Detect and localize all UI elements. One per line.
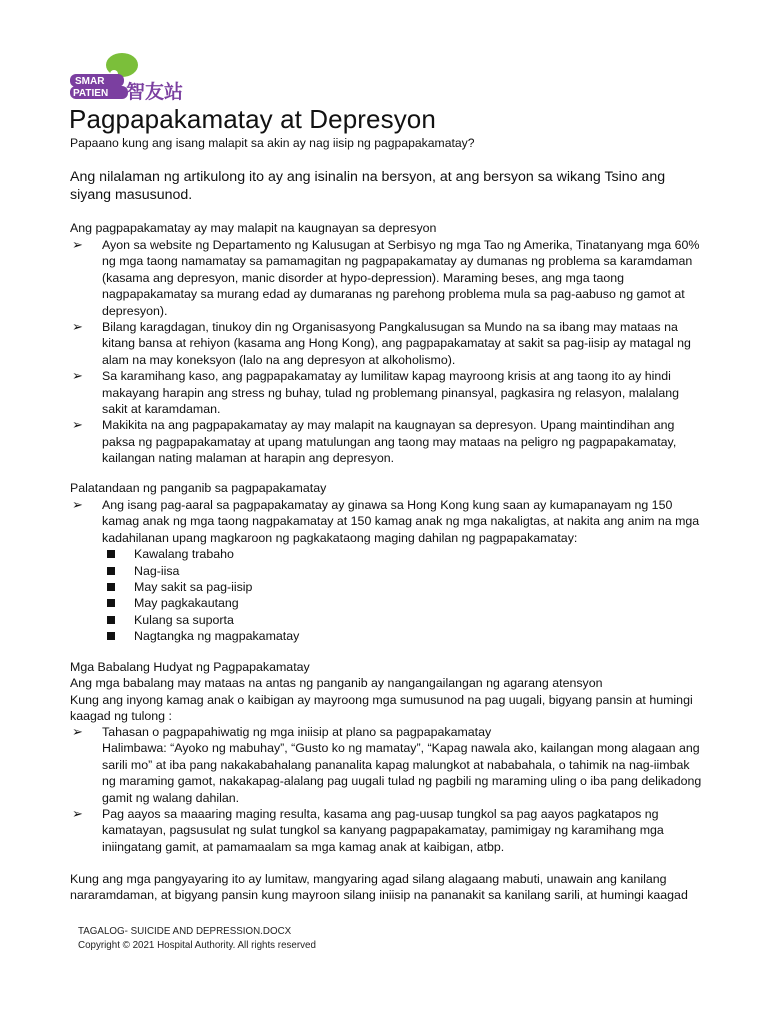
depression-link-list [70,237,702,467]
list-item: ➢ Tahasan o pagpapahiwatig ng mga iniisip at plano sa pagpapakamatay Halimbawa: “Ayoko ng mabuhay”, “Gusto ko ng mamatay”, “Kapag nawala ako, kailangan mong alagaan ang sarili mo” at iba pang nakakabahalang pananalita kapag malungkot at nababahala, o tahimik na nag-iimbak ng maraming gamot, nakakapag-alalang pag uugali tulad ng pagbili ng maraming uling o iba pang delikadong gamit ng walang dahilan. [72,724,702,805]
square-bullet-icon [107,599,115,607]
section-heading-warning-signs: Mga Babalang Hudyat ng Pagpapakamatay [70,660,310,674]
warning-signs-instruction: Kung ang inyong kamag anak o kaibigan ay mayroong mga sumusunod na pag uugali, bigyang pansin at humingi kaagad ng tulong : [70,692,693,724]
arrow-bullet-icon: ➢ [72,319,83,335]
risk-factor-item: Kawalang trabaho [102,546,702,562]
square-bullet-icon [107,550,115,558]
risk-factor-item: Nagtangka ng magpakamatay [102,628,702,644]
risk-factor-item: Nag-iisa [102,563,702,579]
footer-filename: TAGALOG- SUICIDE AND DEPRESSION.DOCX [78,926,292,937]
square-bullet-icon [107,583,115,591]
logo-text-bottom: PATIEN [73,88,109,99]
risk-factor-item: May pagkakautang [102,595,702,611]
footer-copyright: Copyright © 2021 Hospital Authority. All rights reserved [78,939,316,951]
risk-signs-list [70,497,702,645]
smart-patient-logo [70,52,190,104]
page-title: Pagpapakamatay at Depresyon [69,104,436,134]
square-bullet-icon [107,632,115,640]
risk-factor-item: Kulang sa suporta [102,612,702,628]
page-footer [78,925,316,952]
risk-factors-list [102,546,702,644]
square-bullet-icon [107,616,115,624]
logo-text-top: SMAR [75,76,105,87]
arrow-bullet-icon: ➢ [72,417,83,433]
list-item: ➢ Makikita na ang pagpapakamatay ay may malapit na kaugnayan sa depresyon. Upang maintindihan ang paksa ng pagpapakamatay at upang matulungan ang taong may mataas na peligro ng pagpapakamatay, kailangan nating malaman at harapin ang depresyon. [72,417,677,466]
list-item: ➢ Ayon sa website ng Departamento ng Kalusugan at Serbisyo ng mga Tao ng Amerika, Tinatanyang mga 60% ng mga taong namamatay sa pamamagitan ng pagpapakamatay ay dumanas ng problema sa karamdaman (kasama ang depresyon, manic disorder at hypo-depression). Maraming beses, ang mga taong nagpapakamatay sa murang edad ay dumaranas ng parehong problema mula sa pag-aabuso ng gamot at depresyon). [72,237,700,318]
arrow-bullet-icon: ➢ [72,497,83,512]
page-subtitle: Papaano kung ang isang malapit sa akin ay nag iisip ng pagpapakamatay? [70,136,475,150]
square-bullet-icon [107,567,115,575]
warning-signs-section [70,659,704,725]
list-item: ➢ Ang isang pag-aaral sa pagpapakamatay ay ginawa sa Hong Kong kung saan ay kumapanayam ng 150 kamag anak ng mga taong nagpakamatay at 150 kamag anak ng mga nakaligtas, at nakita ang anim na mga kadahilanan upang magkaroon ng pagkakataong maging dahilan ng pagpapakamatay: Kawalang trabaho Nag-iisa May sakit sa pag-iisip May pagkakautang Kulang sa suporta Nagtangka ng magpakamatay [70,497,702,645]
arrow-bullet-icon: ➢ [72,368,83,384]
logo-chinese-text: 智友站 [126,81,184,103]
arrow-bullet-icon: ➢ [72,237,83,252]
arrow-bullet-icon: ➢ [72,806,83,822]
closing-paragraph: Kung ang mga pangyayaring ito ay lumitaw, mangyaring agad silang alagaang mabuti, unawain ang kanilang nararamdaman, at bigyang pansin kung mayroon silang iniisip na pananakit sa kanilang sarili, at humingi kaagad [70,872,688,903]
list-item: ➢ Bilang karagdagan, tinukoy din ng Organisasyong Pangkalusugan sa Mundo na sa ibang may mataas na kitang bansa at rehiyon (kasama ang Hong Kong), ang pagpapakamatay at sakit sa pag-iisip ay matagal ng alam na may koneksyon (lalo na ang depresyon at alkoholismo). [72,319,691,367]
warning-signs-intro: Ang mga babalang may mataas na antas ng panganib ay nangangailangan ng agarang atensyon [70,676,603,691]
arrow-bullet-icon: ➢ [72,724,83,739]
section-heading-risk-signs: Palatandaan ng panganib sa pagpapakamatay [70,481,327,495]
section-heading-depression-link: Ang pagpapakamatay ay may malapit na kaugnayan sa depresyon [70,221,437,235]
list-item: ➢ Sa karamihang kaso, ang pagpapakamatay ay lumilitaw kapag mayroong krisis at ang taong ito ay hindi makayang harapin ang stress ng buhay, tulad ng problemang pinansyal, pagkasira ng relasyon, malalang sakit at karamdaman. [72,368,679,417]
risk-factor-item: May sakit sa pag-iisip [102,579,702,595]
intro-paragraph: Ang nilalaman ng artikulong ito ay ang isinalin na bersyon, at ang bersyon sa wikang Tsino ang siyang masusunod. [70,169,666,203]
warning-signs-list [70,724,702,855]
list-item: ➢ Pag aayos sa maaaring maging resulta, kasama ang pag-uusap tungkol sa pag aayos pagkatapos ng kamatayan, pagsusulat ng sulat tungkol sa kanyang pagpapakamatay, pamimigay ng karamihang mga iniingatang gamit, at pamamaalam sa mga kamag anak at kaibigan, atbp. [72,806,664,854]
